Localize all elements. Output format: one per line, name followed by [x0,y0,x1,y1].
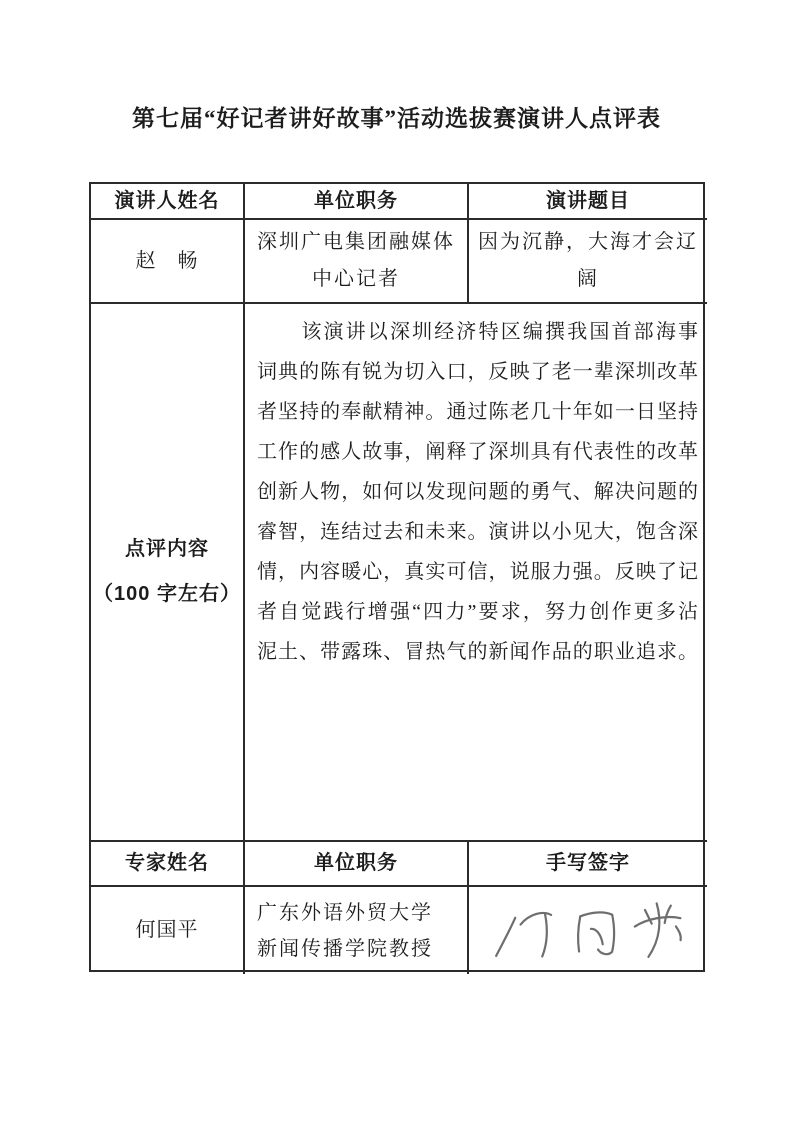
expert-unit [245,887,469,974]
review-content-line: 情，内容暖心，真实可信，说服力强。反映了记 [257,561,698,583]
review-table [89,182,705,972]
speaker-name: 赵 畅 [91,220,245,304]
expert-unit-line: 新闻传播学院教授 [257,937,433,960]
speech-topic-line: 阔 [577,268,599,290]
review-content-line: 该演讲以深圳经济特区编撰我国首部海事 [257,321,698,343]
header-expert-unit: 单位职务 [245,842,469,887]
header-speaker-name: 演讲人姓名 [91,184,245,220]
review-label [91,304,245,842]
speaker-unit-line: 中心记者 [312,268,400,290]
signature-cell [469,887,707,974]
speaker-unit-line: 深圳广电集团融媒体 [257,231,455,253]
speech-topic [469,220,707,304]
expert-unit-line: 广东外语外贸大学 [257,901,433,924]
review-content-line: 者坚持的奉献精神。通过陈老几十年如一日坚持 [257,401,698,423]
review-content [245,304,707,842]
review-content-line: 词典的陈有锐为切入口，反映了老一辈深圳改革 [257,361,698,383]
review-label-line: 点评内容 [125,538,209,560]
expert-name: 何国平 [91,887,245,974]
page-title: 第七届“好记者讲好故事”活动选拔赛演讲人点评表 [132,106,661,131]
review-content-line: 睿智，连结过去和未来。演讲以小见大，饱含深 [257,521,698,543]
header-speech-topic: 演讲题目 [469,184,707,220]
review-content-line: 创新人物，如何以发现问题的勇气、解决问题的 [257,481,698,503]
header-handwritten-signature: 手写签字 [469,842,707,887]
handwritten-signature-icon [481,892,694,969]
review-content-line: 工作的感人故事，阐释了深圳具有代表性的改革 [257,441,698,463]
review-content-line: 者自觉践行增强“四力”要求，努力创作更多沾 [257,601,698,623]
speaker-unit [245,220,469,304]
header-expert-name: 专家姓名 [91,842,245,887]
header-speaker-unit: 单位职务 [245,184,469,220]
review-label-line: （100 字左右） [93,583,241,605]
review-content-line: 泥土、带露珠、冒热气的新闻作品的职业追求。 [257,641,698,663]
speech-topic-line: 因为沉静，大海才会辽 [478,231,698,253]
